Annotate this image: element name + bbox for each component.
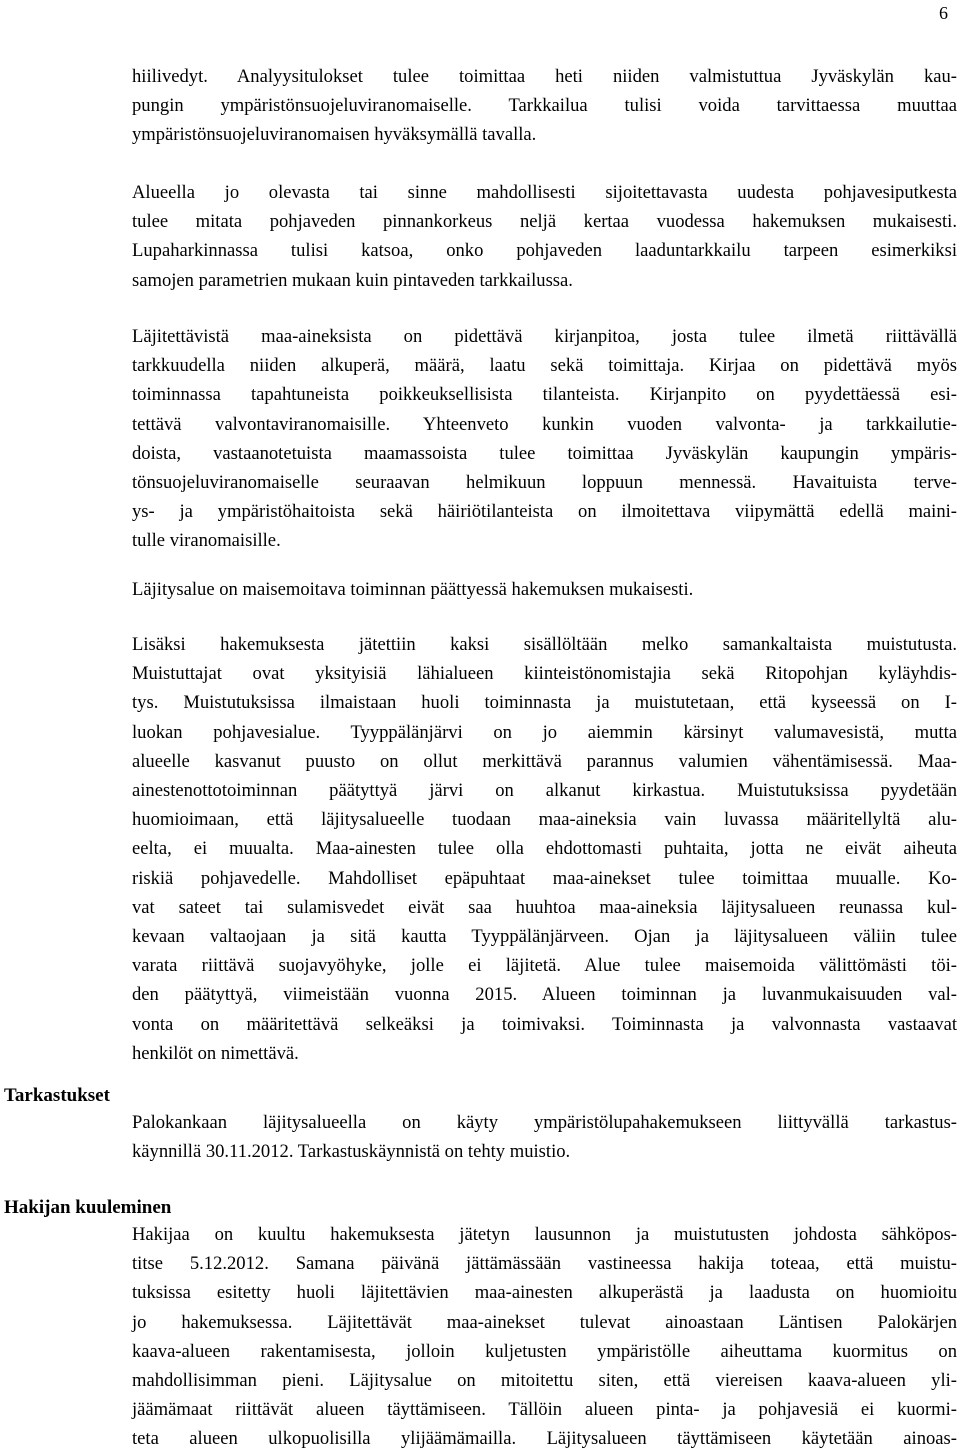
text-line: toiminnassa tapahtuneista poikkeuksellisista tilanteista. Kirjanpito on pyydettäessä esi- [132, 384, 957, 406]
paragraph-landscaping [132, 575, 957, 604]
text-line: Palokankaan läjitysalueella on käyty ympäristölupahakemukseen liittyvällä tarkastus- [132, 1112, 957, 1133]
text-line: tulle viranomaisille. [132, 530, 281, 552]
text-line: jäämämaat riittävät alueen täyttämiseen. Tällöin alueen pinta- ja pohjavesiä ei kuormi- [132, 1399, 957, 1421]
text-line: Lupaharkinnassa tulisi katsoa, onko pohjaveden laaduntarkkailu tarpeen esimerkiksi [132, 240, 957, 262]
text-line: Alueella jo olevasta tai sinne mahdollisesti sijoitettavasta uudesta pohjavesiputkesta [132, 182, 957, 203]
paragraph-applicant-hearing [132, 1220, 957, 1454]
page-number: 6 [939, 3, 948, 23]
paragraph-reminders [132, 630, 957, 1068]
text-line: tönsuojeluviranomaiselle seuraavan helmikuun loppuun mennessä. Havaituista terve- [132, 472, 957, 494]
paragraph-record-keeping [132, 322, 957, 556]
section-heading-hakijan-kuuleminen: Hakijan kuuleminen [4, 1197, 172, 1218]
text-line: teta alueen ulkopuolisilla ylijäämämailla. Läjitysalueen täyttämiseen käytetään ainoas- [132, 1428, 957, 1450]
text-line: Läjitysalue on maisemoitava toiminnan päättyessä hakemuksen mukaisesti. [132, 579, 694, 600]
text-line: doista, vastaanotetuista maamassoista tulee toimittaa Jyväskylän kaupungin ympäris- [132, 442, 957, 464]
text-line: samojen parametrien mukaan kuin pintaveden tarkkailussa. [132, 269, 573, 291]
text-line: titse 5.12.2012. Samana päivänä jättämässään vastineessa hakija toteaa, että muistu- [132, 1253, 957, 1275]
text-line: Hakijaa on kuultu hakemuksesta jätetyn lausunnon ja muistutusten johdosta sähköpos- [132, 1224, 957, 1245]
text-line: varata riittävä suojavyöhyke, jolle ei läjitetä. Alue tulee maisemoida välittömästi töi- [132, 955, 957, 977]
text-line: ympäristönsuojeluviranomaisen hyväksymällä tavalla. [132, 124, 537, 146]
text-line: käynnillä 30.11.2012. Tarkastuskäynnistä on tehty muistio. [132, 1141, 571, 1163]
text-line: vat sateet tai sulamisvedet eivät saa huuhtoa maa-aineksia läjitysalueen reunassa kul- [132, 896, 957, 918]
text-line: tys. Muistutuksissa ilmaistaan huoli toiminnasta ja muistutetaan, että kyseessä on I- [132, 692, 957, 714]
text-line: kevaan valtaojaan ja sitä kautta Tyyppälänjärveen. Ojan ja läjitysalueen väliin tulee [132, 926, 957, 948]
text-line: henkilöt on nimettävä. [132, 1042, 299, 1064]
text-line: tettävä valvontaviranomaisille. Yhteenveto kunkin vuoden valvonta- ja tarkkailutie- [132, 413, 957, 435]
text-line: Muistuttajat ovat yksityisiä lähialueen kiinteistönomistajia sekä Ritopohjan kyläyhdis- [132, 663, 957, 685]
paragraph-groundwater-level [132, 178, 957, 295]
paragraph-inspections [132, 1108, 957, 1166]
text-line: huomioimaan, että läjitysalueelle tuodaan maa-aineksia vain luvassa määritellyltä alu- [132, 809, 957, 831]
text-line: pungin ympäristönsuojeluviranomaiselle. Tarkkailua tulisi voida tarvittaessa muuttaa [132, 95, 957, 117]
text-line: ainestenottotoiminnan päätyttyä järvi on alkanut kirkastua. Muistutuksissa pyydetään [132, 780, 957, 802]
text-line: eelta, ei muualta. Maa-ainesten tulee olla ehdottomasti puhtaita, jotta ne eivät aiheuta [132, 838, 957, 860]
text-line: tarkkuudella niiden alkuperä, määrä, laatu sekä toimittaja. Kirjaa on pidettävä myös [132, 355, 957, 377]
paragraph-analysis-results [132, 62, 957, 150]
text-line: den päätyttyä, viimeistään vuonna 2015. Alueen toiminnan ja luvanmukaisuuden val- [132, 984, 957, 1006]
text-line: vonta on määritettävä selkeäksi ja toimivaksi. Toiminnasta ja valvonnasta vastaavat [132, 1013, 957, 1035]
text-line: Läjitettävistä maa-aineksista on pidettävä kirjanpitoa, josta tulee ilmetä riittävällä [132, 326, 957, 347]
text-line: tuksissa esitetty huoli läjitettävien maa-ainesten alkuperästä ja laadusta on huomioitu [132, 1282, 957, 1304]
text-line: riskiä pohjavedelle. Mahdolliset epäpuhtaat maa-ainekset tulee toimittaa muualle. Ko- [132, 867, 957, 889]
text-line: kaava-alueen rakentamisesta, jolloin kuljetusten ympäristölle aiheuttama kuormitus on [132, 1340, 957, 1362]
text-line: hiilivedyt. Analyysitulokset tulee toimittaa heti niiden valmistuttua Jyväskylän kau- [132, 66, 957, 87]
section-heading-tarkastukset: Tarkastukset [4, 1085, 110, 1106]
text-line: tulee mitata pohjaveden pinnankorkeus neljä kertaa vuodessa hakemuksen mukaisesti. [132, 211, 957, 233]
text-line: jo hakemuksessa. Läjitettävät maa-ainekset tulevat ainoastaan Läntisen Palokärjen [132, 1311, 957, 1333]
text-line: luokan pohjavesialue. Tyyppälänjärvi on jo aiemmin kärsinyt valumavesistä, mutta [132, 721, 957, 743]
text-line: mahdollisimman pieni. Läjitysalue on mitoitettu siten, että viereisen kaava-alueen yli- [132, 1370, 957, 1392]
text-line: Lisäksi hakemuksesta jätettiin kaksi sisällöltään melko samankaltaista muistutusta. [132, 634, 957, 655]
text-line: alueelle kasvanut puusto on ollut merkittävä parannus valumien vähentämisessä. Maa- [132, 750, 957, 772]
text-line: ys- ja ympäristöhaitoista sekä häiriötilanteista on ilmoitettava viipymättä edellä maini- [132, 501, 957, 523]
